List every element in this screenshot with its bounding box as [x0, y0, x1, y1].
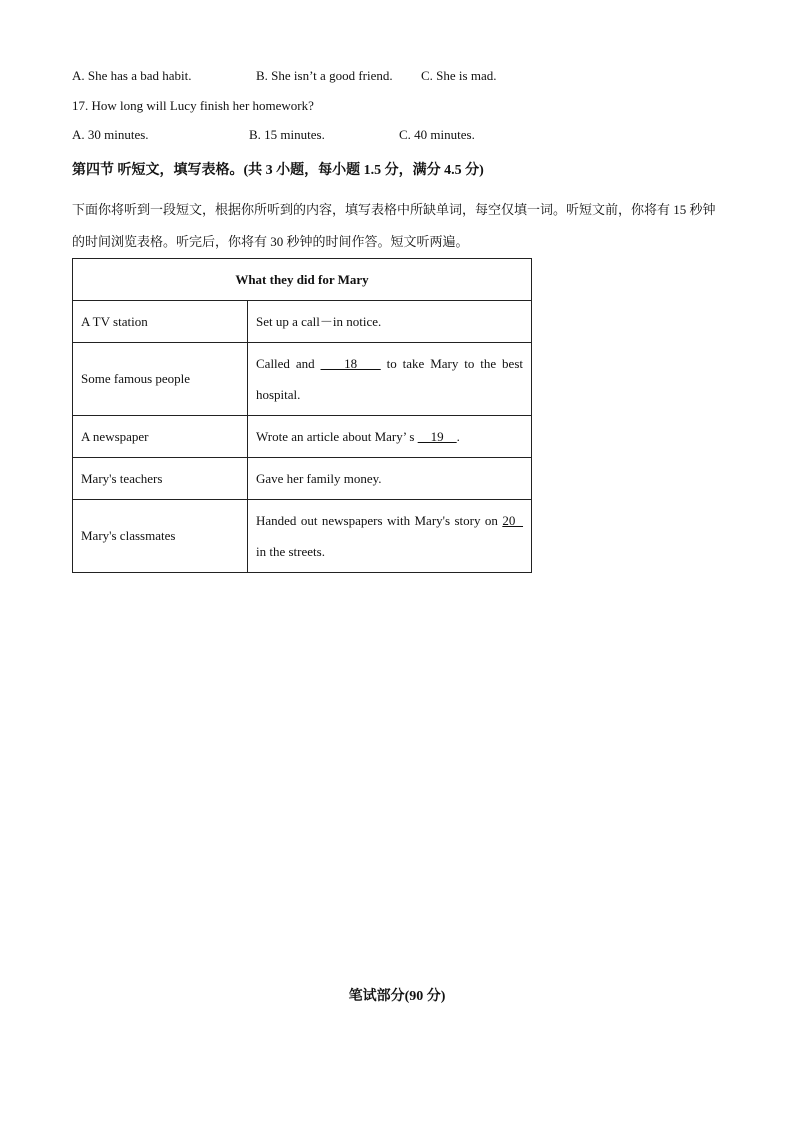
q17-option-a: A. 30 minutes. [72, 127, 149, 142]
q17-options [72, 127, 475, 143]
table-cell-what: Called and 18 to take Mary to the best hospital. [248, 343, 532, 416]
table-row [73, 301, 532, 343]
info-table [72, 258, 532, 573]
q16-option-b: B. She isn’t a good friend. [256, 68, 393, 83]
q17-option-c: C. 40 minutes. [399, 127, 475, 142]
written-part-title: 笔试部分(90 分) [348, 989, 446, 1004]
table-cell-who: A newspaper [73, 416, 248, 458]
answer-blank-18[interactable]: 18 [320, 356, 381, 371]
section-title: 第四节 听短文，填写表格。(共 3 小题，每小题 1.5 分，满分 4.5 分) [72, 163, 484, 178]
table-row [73, 500, 532, 573]
table-cell-what: Wrote an article about Mary’ s 19 . [248, 416, 532, 458]
answer-blank-20[interactable]: 20 [502, 513, 524, 528]
q17-option-b: B. 15 minutes. [249, 127, 325, 142]
table-cell-what: Gave her family money. [248, 458, 532, 500]
answer-blank-19[interactable]: 19 [417, 429, 457, 444]
table-cell-who: Mary's teachers [73, 458, 248, 500]
q16-option-c: C. She is mad. [421, 68, 497, 83]
q17-question: 17. How long will Lucy finish her homework? [72, 98, 314, 113]
section-instructions: 下面你将听到一段短文，根据你所听到的内容，填写表格中所缺单词，每空仅填一词。听短文前，你将有 15 秒钟的时间浏览表格。听完后，你将有 30 秒钟的时间作答。短文听两遍。 [72, 202, 716, 249]
table-cell-who: Mary's classmates [73, 500, 248, 573]
table-row [73, 458, 532, 500]
table-cell-who: A TV station [73, 301, 248, 343]
table-row [73, 416, 532, 458]
q16-options [72, 68, 496, 84]
table-cell-what: Set up a call－in notice. [248, 301, 532, 343]
table-header: What they did for Mary [73, 259, 532, 301]
table-row [73, 343, 532, 416]
table-cell-what: Handed out newspapers with Mary's story on 20 in the streets. [248, 500, 532, 573]
q16-option-a: A. She has a bad habit. [72, 68, 192, 83]
table-cell-who: Some famous people [73, 343, 248, 416]
